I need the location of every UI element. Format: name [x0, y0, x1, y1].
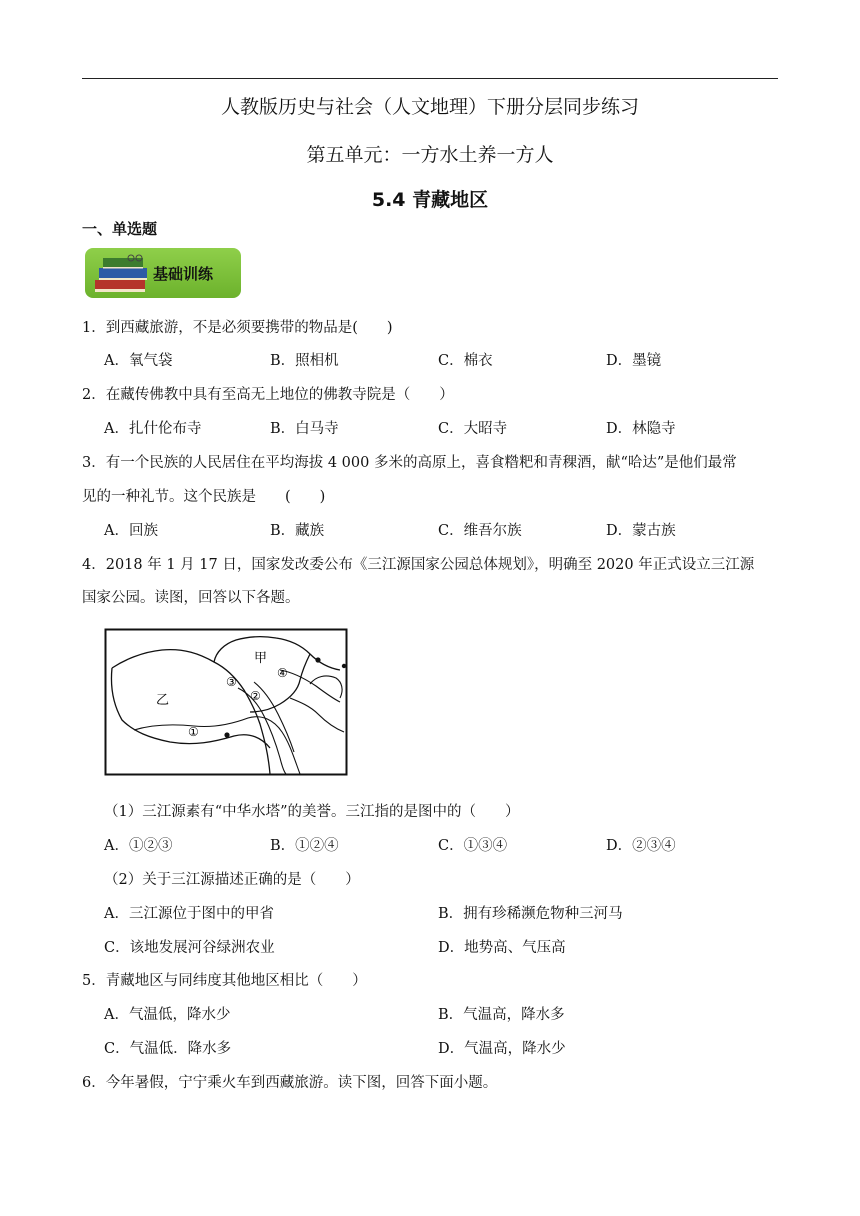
question-5-option-c[interactable]: C．气温低．降水多	[104, 1041, 232, 1057]
unit-title: 第五单元：一方水土养一方人	[306, 144, 554, 166]
question-4-sub1-option-d[interactable]: D．②③④	[606, 838, 676, 854]
question-4-sub2-option-d[interactable]: D．地势高、气压高	[438, 940, 566, 956]
question-4-sub1-stem: （1）三江源素有“中华水塔”的美誉。三江指的是图中的（ ）	[104, 804, 520, 820]
question-2-option-c[interactable]: C．大昭寺	[438, 421, 508, 437]
map-label-1: ①	[188, 725, 199, 739]
map-label-2: ②	[250, 689, 261, 703]
header-rule	[82, 78, 778, 79]
question-4-stem-line1: 4．2018 年 1 月 17 日，国家发改委公布《三江源国家公园总体规划》，明确至 2020 年正式设立三江源	[82, 557, 755, 573]
badge-label: 基础训练	[153, 265, 214, 283]
section-heading: 一、单选题	[82, 220, 158, 238]
question-1-option-a[interactable]: A．氧气袋	[104, 353, 173, 369]
map-label-yi: 乙	[156, 693, 170, 708]
question-4-sub1-option-c[interactable]: C．①③④	[438, 838, 508, 854]
question-3-option-c[interactable]: C．维吾尔族	[438, 523, 522, 539]
lesson-title: 5.4 青藏地区	[371, 189, 489, 211]
map-label-jia: 甲	[254, 651, 268, 666]
question-1-option-b[interactable]: B．照相机	[270, 353, 339, 369]
question-4-sub2-option-b[interactable]: B．拥有珍稀濒危物种三河马	[438, 906, 623, 922]
question-2-option-d[interactable]: D．林隐寺	[606, 421, 676, 437]
question-4-sub1-option-b[interactable]: B．①②④	[270, 838, 339, 854]
question-1-option-d[interactable]: D．墨镜	[606, 353, 662, 369]
question-3-option-b[interactable]: B．藏族	[270, 523, 325, 539]
question-2-option-a[interactable]: A．扎什伦布寺	[104, 421, 202, 437]
question-2-option-b[interactable]: B．白马寺	[270, 421, 339, 437]
question-3-option-d[interactable]: D．蒙古族	[606, 523, 676, 539]
question-5-option-b[interactable]: B．气温高，降水多	[438, 1007, 565, 1023]
question-3-stem-line1: 3．有一个民族的人民居住在平均海拔 4 000 多米的高原上，喜食糌粑和青稞酒，献“哈达”是他们最常	[82, 455, 737, 471]
question-5-option-d[interactable]: D．气温高，降水少	[438, 1041, 566, 1057]
question-1-option-c[interactable]: C．棉衣	[438, 353, 493, 369]
document-title: 人教版历史与社会（人文地理）下册分层同步练习	[220, 96, 639, 118]
books-icon	[93, 254, 151, 294]
question-4-stem-line2: 国家公园。读图，回答以下各题。	[82, 590, 300, 606]
question-5-option-a[interactable]: A．气温低，降水少	[104, 1007, 231, 1023]
question-4-sub2-stem: （2）关于三江源描述正确的是（ ）	[104, 872, 360, 888]
question-5-stem: 5．青藏地区与同纬度其他地区相比（ ）	[82, 973, 367, 989]
question-4-sub2-option-a[interactable]: A．三江源位于图中的甲省	[104, 906, 274, 922]
map-label-4: ④	[277, 666, 288, 680]
question-4-sub1-option-a[interactable]: A．①②③	[104, 838, 173, 854]
question-3-option-a[interactable]: A．回族	[104, 523, 158, 539]
question-4-sub2-option-c[interactable]: C．该地发展河谷绿洲农业	[104, 940, 275, 956]
training-badge	[85, 248, 241, 298]
map-label-3: ③	[226, 675, 237, 689]
question-1-stem: 1．到西藏旅游，不是必须要携带的物品是( )	[82, 320, 393, 336]
sanjiangyuan-map	[104, 628, 348, 776]
question-3-stem-line2: 见的一种礼节。这个民族是 ( )	[82, 489, 326, 505]
question-2-stem: 2．在藏传佛教中具有至高无上地位的佛教寺院是（ ）	[82, 387, 454, 403]
question-6-stem: 6．今年暑假，宁宁乘火车到西藏旅游。读下图，回答下面小题。	[82, 1075, 498, 1091]
